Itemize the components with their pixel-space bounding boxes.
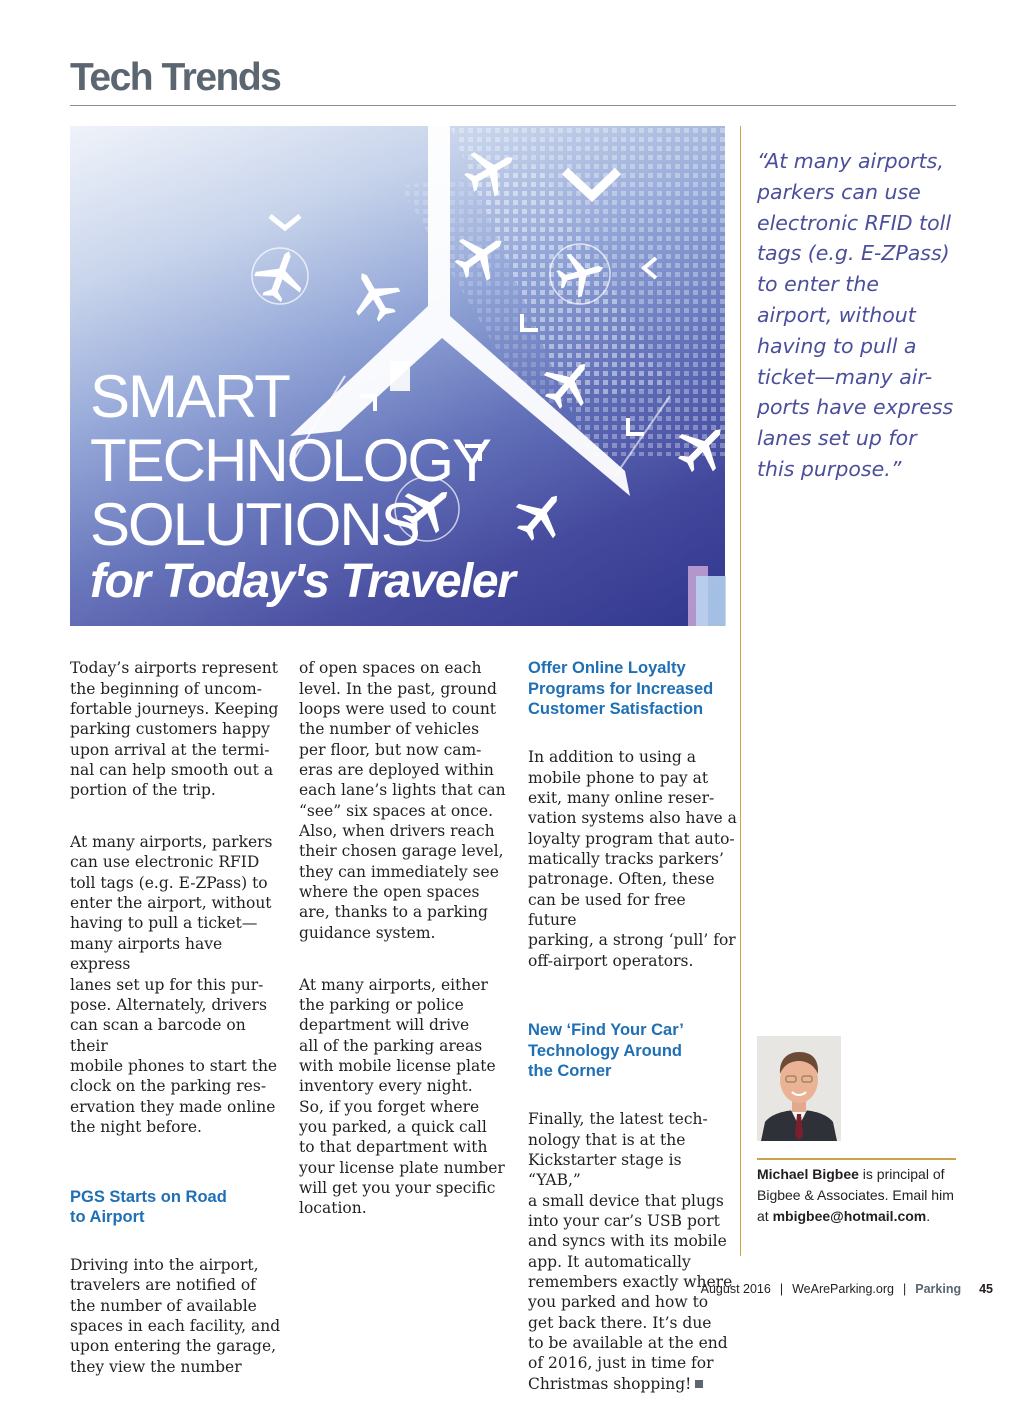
hero-subtitle: for Today's Traveler — [90, 555, 515, 608]
hero-title-line-3: SOLUTIONS — [90, 491, 419, 558]
footer-site[interactable]: WeAreParking.org — [792, 1282, 894, 1296]
end-mark-icon — [695, 1380, 703, 1388]
article-column-1 — [70, 638, 285, 1408]
body-paragraph: Driving into the airport, travelers are notified of the number of available spaces in each facility, and upon entering the garage, they view the number — [70, 1255, 281, 1376]
page-number: 45 — [979, 1282, 993, 1296]
section-heading: Offer Online Loyalty Programs for Increased Customer Satisfaction — [528, 659, 714, 719]
bio-divider — [757, 1158, 956, 1160]
body-paragraph: In addition to using a mobile phone to pay at exit, many online reser- vation systems also have a loyalty program that auto- matically tracks parkers’ patronage. Often, these can be used for free future parking, a strong ‘pull’ for off-airport operators. — [528, 748, 737, 970]
section-heading: PGS Starts on Road to Airport — [70, 1187, 227, 1227]
article-column-2 — [299, 638, 514, 1250]
sidebar-divider — [740, 126, 741, 1256]
body-paragraph: Today’s airports represent the beginning of uncom- fortable journeys. Keeping parking customers happy upon arrival at the termi- nal can help smooth out a portion of the trip. — [70, 659, 279, 800]
hero-title-line-1: SMART — [90, 363, 289, 430]
author-name: Michael Bigbee — [757, 1166, 859, 1182]
body-paragraph: At many airports, either the parking or police department will drive all of the parking areas with mobile license plate inventory every night. So, if you forget where you parked, a quick call to that department with your license plate number will get you your specific location. — [299, 975, 505, 1218]
section-title: Tech Trends — [70, 56, 281, 99]
author-portrait — [757, 1036, 841, 1141]
author-bio-text: is principal of Bigbee & Associates. Email him at — [757, 1166, 954, 1224]
article-column-3 — [528, 638, 738, 1425]
footer-date: August 2016 — [700, 1282, 771, 1296]
page-footer — [701, 1282, 993, 1296]
title-divider — [70, 105, 956, 106]
author-email[interactable]: mbigbee@hotmail.com — [772, 1208, 927, 1224]
author-bio-end: . — [926, 1208, 931, 1224]
section-heading: New ‘Find Your Car’ Technology Around the Corner — [528, 1021, 684, 1081]
footer-separator: | — [779, 1282, 784, 1296]
body-paragraph: of open spaces on each level. In the past, ground loops were used to count the number of vehicles per floor, but now cam- eras are deployed within each lane’s lights that can “see” six spaces at once. Also, when drivers reach their chosen garage level, they can immediately see where the open spaces are, thanks to a parking guidance system. — [299, 659, 506, 942]
footer-separator: | — [902, 1282, 907, 1296]
author-bio — [757, 1164, 957, 1227]
body-paragraph-text: Finally, the latest tech- nology that is at the Kickstarter stage is “YAB,” a small device that plugs into your car’s USB port and syncs with its mobile app. It automatically remembers exactly where you parked and how to get back there. It’s due to be available at the end of 2016, just in time for Christmas shopping! — [528, 1110, 733, 1393]
pull-quote: “At many airports, parkers can use electronic RFID toll tags (e.g. E-ZPass) to enter the airport, without having to pull a ticket—many air- ports have express lanes set up for this purpose.” — [757, 149, 954, 481]
author-photo — [757, 1036, 841, 1141]
body-paragraph: At many airports, parkers can use electronic RFID toll tags (e.g. E-ZPass) to enter the airport, without having to pull a ticket— many airports have express lanes set up for this pur- pose. Alternately, drivers can scan a barcode on their mobile phones to start the clock on the parking res- ervation they made online the night before. — [70, 833, 278, 1136]
body-paragraph — [528, 1109, 738, 1394]
hero-title-line-2: TECHNOLOGY — [90, 427, 491, 494]
footer-magazine: Parking — [915, 1282, 962, 1296]
hero-illustration — [70, 126, 725, 626]
